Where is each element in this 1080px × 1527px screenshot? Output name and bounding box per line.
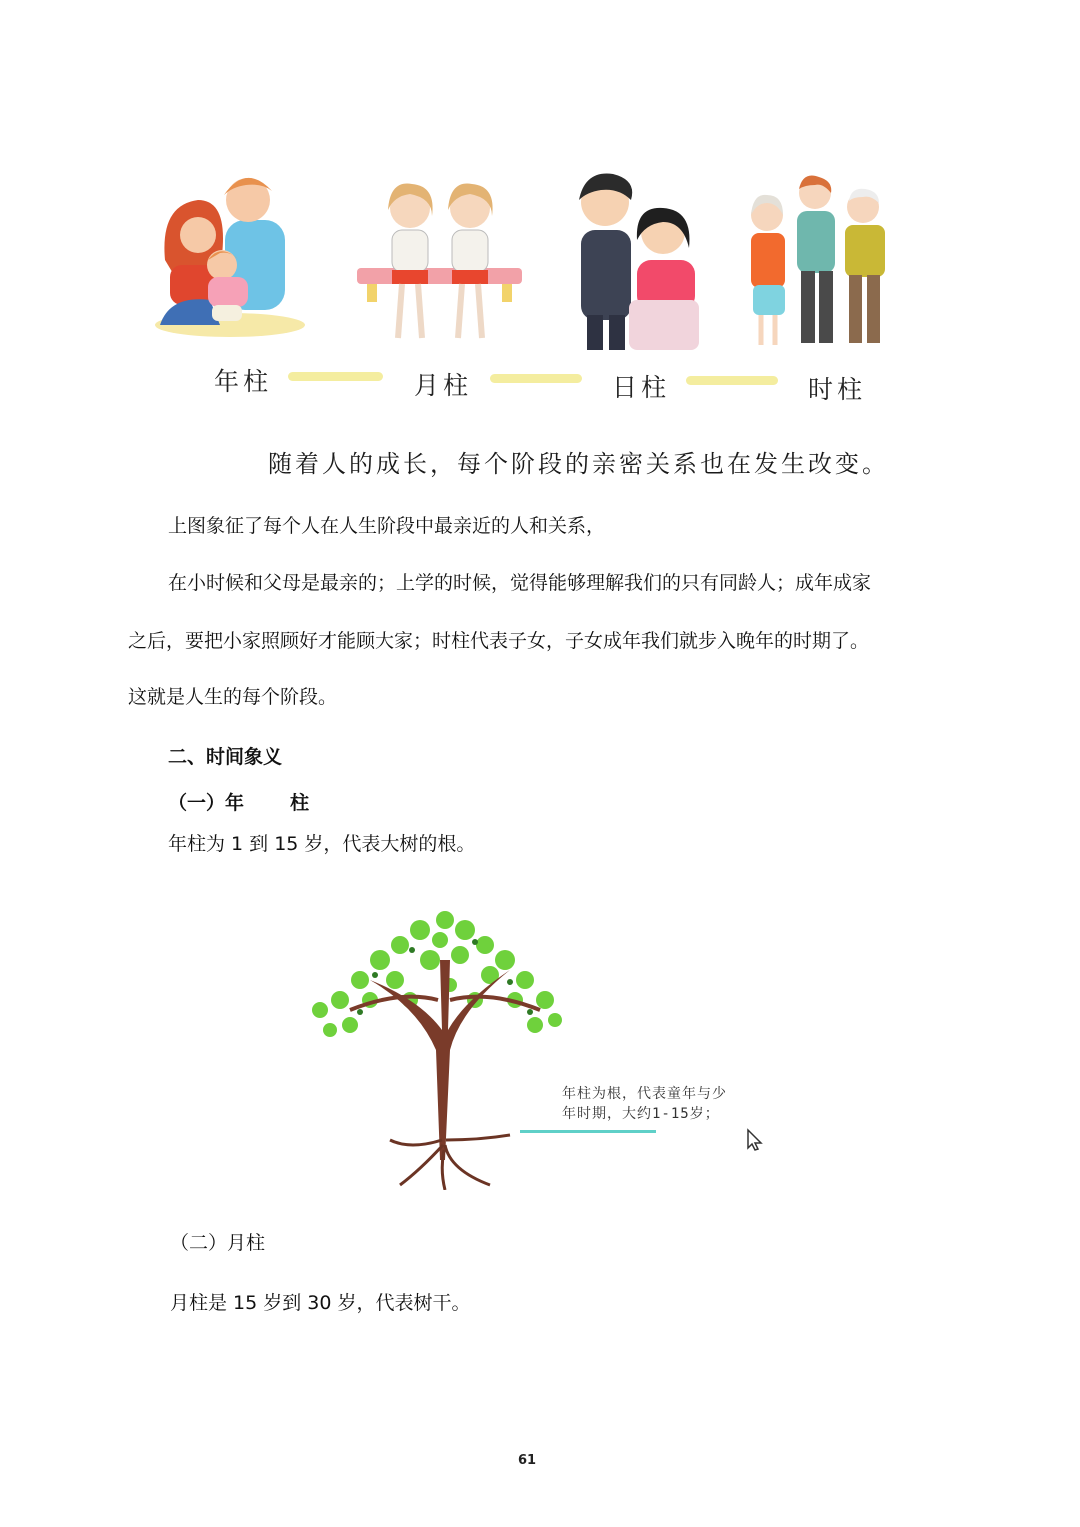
- paragraph: 这就是人生的每个阶段。: [128, 686, 338, 708]
- illustration-caption: 随着人的成长，每个阶段的亲密关系也在发生改变。: [268, 450, 889, 478]
- connector-bar: [490, 374, 582, 383]
- annotation-line: [520, 1130, 656, 1133]
- tree-annotation: [562, 1084, 727, 1124]
- pillar-label-year: 年柱: [214, 367, 273, 396]
- paragraph: 之后，要把小家照顾好才能顾大家；时柱代表子女，子女成年我们就步入晚年的时期了。: [128, 630, 870, 652]
- tree-with-roots-icon: [300, 900, 570, 1190]
- section-heading: 二、时间象义: [168, 746, 283, 768]
- mouse-cursor-icon: [746, 1128, 764, 1152]
- subsection-heading-prefix: （一）年: [168, 792, 245, 814]
- tree-annotation-line: 年时期，大约1-15岁；: [562, 1106, 720, 1122]
- two-friends-sitting-icon: [352, 178, 527, 348]
- connector-bar: [288, 372, 383, 381]
- paragraph: 月柱是 15 岁到 30 岁，代表树干。: [170, 1292, 471, 1314]
- page-number: 61: [518, 1453, 537, 1468]
- subsection-heading-year: [168, 788, 309, 815]
- elderly-family-icon: [745, 175, 900, 350]
- pillar-label-day: 日柱: [612, 373, 671, 402]
- subsection-heading-suffix: 柱: [290, 792, 310, 814]
- connector-bar: [686, 376, 778, 385]
- paragraph: 年柱为 1 到 15 岁，代表大树的根。: [168, 833, 476, 855]
- tree-annotation-line: 年柱为根，代表童年与少: [562, 1086, 727, 1102]
- paragraph: 在小时候和父母是最亲的；上学的时候，觉得能够理解我们的只有同龄人；成年成家: [168, 572, 872, 594]
- subsection-heading-month: （二）月柱: [170, 1232, 266, 1254]
- paragraph: 上图象征了每个人在人生阶段中最亲近的人和关系，: [168, 515, 606, 537]
- couple-icon: [565, 170, 705, 355]
- pillar-label-hour: 时柱: [808, 375, 867, 404]
- family-parents-child-icon: [150, 165, 310, 345]
- pillar-label-month: 月柱: [414, 371, 473, 400]
